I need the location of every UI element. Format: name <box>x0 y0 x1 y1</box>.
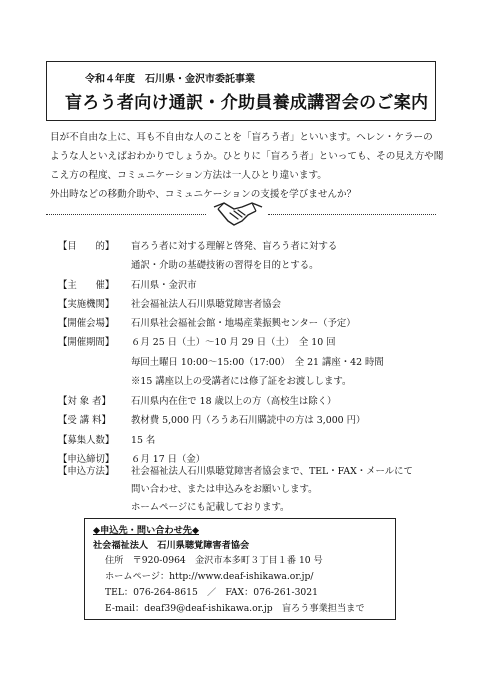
detail-value: 社会福祉法人石川県聴覚障害者協会 <box>131 299 282 310</box>
detail-value: 石川県・金沢市 <box>131 280 197 291</box>
detail-value: 石川県内在住で 18 歳以上の方（高校生は除く） <box>131 396 337 407</box>
contact-address: 住所 〒920-0964 金沢市本多町３丁目１番 10 号 <box>105 555 323 566</box>
dotted-divider <box>46 214 206 215</box>
detail-label: 【受 講 料】 <box>58 415 111 426</box>
detail-label: 【開催期間】 <box>58 337 115 348</box>
detail-label: 【対 象 者】 <box>58 396 111 407</box>
contact-tel-fax: TEL：076-264-8615 ／ FAX：076-261-3021 <box>105 587 318 598</box>
contact-homepage: ホームページ：http://www.deaf-ishikawa.or.jp/ <box>105 571 314 582</box>
detail-value: 教材費 5,000 円（ろうあ石川購読中の方は 3,000 円） <box>131 415 366 426</box>
detail-label: 【開催会場】 <box>58 318 115 329</box>
detail-value: 毎回土曜日 10:00～15:00（17:00） 全 21 講座・42 時間 <box>131 357 384 368</box>
contact-header: ◆申込先・問い合わせ先◆ <box>93 525 200 536</box>
detail-value: ホームページにも記載しております。 <box>131 502 290 513</box>
contact-box <box>84 518 396 620</box>
handshake-icon <box>212 199 264 229</box>
title-box <box>46 61 436 121</box>
detail-value: ６月 17 日（金） <box>131 454 206 465</box>
detail-value: 15 名 <box>131 435 156 446</box>
event-subtitle: 令和４年度 石川県・金沢市委託事業 <box>85 74 255 85</box>
intro-line: 外出時などの移動介助や、コミュニケーションの支援を学びませんか？ <box>50 189 357 200</box>
detail-value: 社会福祉法人石川県聴覚障害者協会まで、TEL・FAX・メールにて <box>131 466 413 477</box>
detail-value: 石川県社会福祉会館・地場産業振興センター（予定） <box>131 318 356 329</box>
detail-label: 【申込締切】 <box>58 454 115 465</box>
contact-email: E-mail：deaf39@deaf-ishikawa.or.jp 盲ろう事業担当まで <box>105 603 365 614</box>
dotted-divider <box>268 214 436 215</box>
detail-label: 【主 催】 <box>58 280 115 291</box>
intro-text <box>50 128 450 204</box>
detail-value: 問い合わせ、または申込みをお願いします。 <box>131 484 318 495</box>
detail-label: 【実施機関】 <box>58 299 115 310</box>
contact-org: 社会福祉法人 石川県聴覚障害者協会 <box>93 540 250 551</box>
detail-label: 【目 的】 <box>58 241 115 252</box>
intro-line: こえ方の程度、コミュニケーション方法は一人ひとり違います。 <box>50 170 327 181</box>
detail-value: ６月 25 日（土）～10 月 29 日（土） 全 10 回 <box>131 337 336 348</box>
detail-label: 【申込方法】 <box>58 466 115 477</box>
detail-value: 盲ろう者に対する理解と啓発、盲ろう者に対する <box>131 241 338 252</box>
intro-line: 目が不自由な上に、耳も不自由な人のことを「盲ろう者」といいます。ヘレン・ケラーの <box>50 132 433 143</box>
intro-line: ような人といえばおわかりでしょうか。ひとりに「盲ろう者」といっても、その見え方や聞 <box>50 151 444 162</box>
detail-value: 通訳・介助の基礎技術の習得を目的とする。 <box>131 260 319 271</box>
detail-value: ※15 講座以上の受講者には修了証をお渡しします。 <box>131 376 352 387</box>
page-title: 盲ろう者向け通訳・介助員養成講習会のご案内 <box>65 93 429 113</box>
detail-label: 【募集人数】 <box>58 435 115 446</box>
